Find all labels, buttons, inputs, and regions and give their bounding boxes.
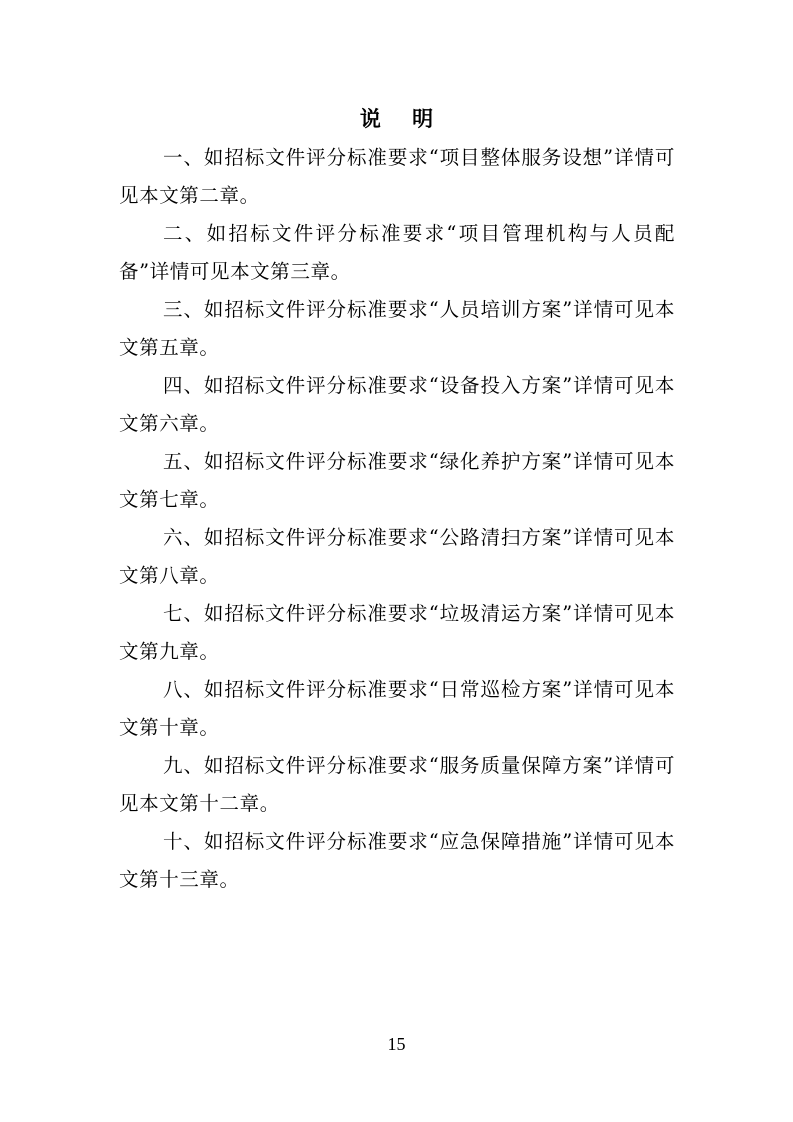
paragraph-item: 七、如招标文件评分标准要求“垃圾清运方案”详情可见本文第九章。: [119, 602, 675, 663]
paragraph-item: 三、如招标文件评分标准要求“人员培训方案”详情可见本文第五章。: [119, 298, 675, 359]
paragraph-item: 五、如招标文件评分标准要求“绿化养护方案”详情可见本文第七章。: [119, 450, 675, 511]
paragraph-item: 二、如招标文件评分标准要求“项目管理机构与人员配备”详情可见本文第三章。: [119, 222, 675, 283]
paragraph-item: 四、如招标文件评分标准要求“设备投入方案”详情可见本文第六章。: [119, 374, 675, 435]
paragraph-item: 六、如招标文件评分标准要求“公路清扫方案”详情可见本文第八章。: [119, 526, 675, 587]
paragraph-item: 一、如招标文件评分标准要求“项目整体服务设想”详情可见本文第二章。: [119, 146, 675, 207]
paragraph-item: 十、如招标文件评分标准要求“应急保障措施”详情可见本文第十三章。: [119, 830, 675, 891]
paragraph-item: 九、如招标文件评分标准要求“服务质量保障方案”详情可见本文第十二章。: [119, 754, 675, 815]
page-number: 15: [387, 1034, 406, 1054]
paragraph-list: [119, 139, 675, 899]
page-title: 说 明: [359, 106, 446, 131]
paragraph-item: 八、如招标文件评分标准要求“日常巡检方案”详情可见本文第十章。: [119, 678, 675, 739]
